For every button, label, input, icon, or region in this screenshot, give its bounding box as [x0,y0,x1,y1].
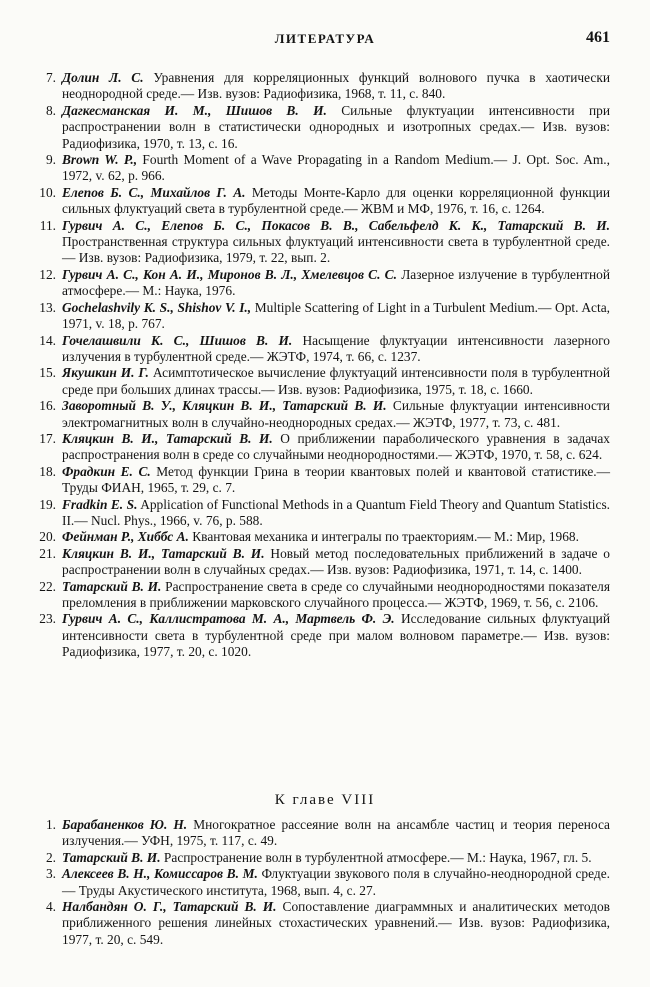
reference-item [28,529,610,545]
reference-authors: Кляцкин В. И., Татарский В. И. [62,545,265,561]
reference-authors: Fradkin E. S. [62,496,138,512]
reference-item [28,267,610,300]
reference-authors: Gochelashvily K. S., Shishov V. I., [62,299,252,315]
section-reference-list [28,817,610,948]
reference-number: 21. [39,545,56,561]
reference-authors: Елепов Б. С., Михайлов Г. А. [62,184,246,200]
reference-authors: Барабаненков Ю. Н. [62,817,188,832]
reference-item [28,300,610,333]
reference-item [28,464,610,497]
reference-authors: Фейнман Р., Хиббс А. [62,529,189,545]
reference-item [28,152,610,185]
reference-text: Исследование сильных флуктуаций интенсивности света в турбулентной среде при малом волновом параметре.— Изв. вузов: Радиофизика, 1977, т. 20, с. 1020. [62,611,610,660]
reference-authors: Гурвич А. С., Каллистратова М. А., Мартвель Ф. Э. [62,611,395,627]
reference-item [28,817,610,850]
page-number: 461 [586,29,610,46]
reference-item [28,185,610,218]
reference-authors: Налбандян О. Г., Татарский В. И. [62,899,277,915]
reference-item [28,398,610,431]
reference-authors: Brown W. P., [62,152,138,168]
reference-item [28,611,610,660]
reference-authors: Татарский В. И. [62,578,162,594]
reference-item [28,218,610,267]
reference-authors: Татарский В. И. [62,849,161,865]
reference-authors: Гочелашвили К. С., Шишов В. И. [62,332,293,348]
reference-authors: Якушкин И. Г. [62,365,149,381]
reference-text: Метод функции Грина в теории квантовых полей и квантовой статистике.— Труды ФИАН, 1965, т. 29, с. 7. [62,463,610,496]
reference-number: 12. [39,266,56,282]
reference-text: Новый метод последовательных приближений в задаче о распространении волн в случайных средах.— Изв. вузов: Радиофизика, 1971, т. 14, с. 1400. [62,545,610,578]
reference-authors: Фрадкин Е. С. [62,463,151,479]
reference-text: Уравнения для корреляционных функций волнового пучка в хаотически неоднородной среде.— Изв. вузов: Радиофизика, 1968, т. 11, с. 840. [62,70,610,102]
reference-item [28,899,610,948]
reference-number: 14. [39,332,56,348]
reference-authors: Гурвич А. С., Елепов Б. С., Покасов В. В., Сабельфелд К. К., Татарский В. И. [62,217,610,233]
reference-number: 11. [39,217,56,233]
reference-number: 20. [39,529,56,545]
reference-text: Распространение света в среде со случайными неоднородностями показателя преломления в приближении марковского случайного процесса.— ЖЭТФ, 1969, т. 56, с. 2106. [62,578,610,610]
reference-number: 9. [45,152,56,168]
reference-number: 3. [45,866,56,882]
reference-list [28,70,610,661]
reference-item [28,866,610,899]
reference-number: 4. [45,899,56,915]
reference-number: 10. [39,184,56,200]
reference-authors: Заворотный В. У., Кляцкин В. И., Татарский В. И. [62,398,387,414]
reference-authors: Кляцкин В. И., Татарский В. И. [62,430,273,446]
reference-text: Сильные флуктуации интенсивности электромагнитных волн в случайно-неоднородных средах.— ЖЭТФ, 1977, т. 73, с. 481. [62,398,610,430]
reference-text: Сильные флуктуации интенсивности при распространении волн в статистически однородных и изотропных средах.— Изв. вузов: Радиофизика, 1970, т. 13, с. 16. [62,102,610,151]
reference-text: Многократное рассеяние волн на ансамбле частиц и теория переноса излучения.— УФН, 1975, т. 117, с. 49. [62,817,611,849]
reference-item [28,579,610,612]
reference-number: 15. [39,365,56,381]
reference-text: Насыщение флуктуации интенсивности лазерного излучения в турбулентной среде.— ЖЭТФ, 1974, т. 66, с. 1237. [62,332,611,364]
reference-number: 23. [39,611,56,627]
reference-item [28,365,610,398]
reference-text: Fourth Moment of a Wave Propagating in a Random Medium.— J. Opt. Soc. Am., 1972, v. 62, p. 966. [62,152,610,184]
reference-text: О приближении параболического уравнения в задачах распространения волн в среде со случайными неоднородностями.— ЖЭТФ, 1970, т. 58, с. 624. [62,430,610,463]
reference-item [28,103,610,152]
reference-authors: Долин Л. С. [62,70,144,85]
reference-number: 7. [45,70,56,85]
reference-item [28,70,610,103]
reference-item [28,546,610,579]
reference-text: Методы Монте-Карло для оценки корреляционной функции сильных флуктуаций света в турбулентной среде.— ЖВМ и МФ, 1976, т. 16, с. 1264. [62,184,610,217]
reference-item [28,850,610,866]
reference-text: Сопоставление диаграммных и аналитических методов приближенного решения линейных стохастических уравнений.— Изв. вузов: Радиофизика, 1977, т. 20, с. 549. [62,899,611,947]
reference-authors: Гурвич А. С., Кон А. И., Миронов В. Л., Хмелевцов С. С. [62,266,397,282]
section-heading: К главе VIII [274,792,376,808]
reference-number: 1. [45,817,56,832]
reference-text: Асимптотическое вычисление флуктуаций интенсивности поля в турбулентной среде при больших длинах трассы.— Изв. вузов: Радиофизика, 1975, т. 18, с. 1660. [62,365,611,397]
reference-text: Multiple Scattering of Light in a Turbulent Medium.— Opt. Acta, 1971, v. 18, p. 767. [62,299,610,332]
reference-text: Флуктуации звукового поля в случайно-неоднородной среде.— Труды Акустического института, 1968, вып. 4, с. 27. [62,866,610,898]
running-title: ЛИТЕРАТУРА [274,31,376,46]
reference-number: 2. [45,849,56,865]
reference-authors: Алексеев В. Н., Комиссаров В. М. [62,866,258,882]
reference-item [28,333,610,366]
reference-item [28,431,610,464]
reference-number: 16. [39,398,56,414]
reference-number: 18. [39,463,56,479]
page-header [0,29,650,51]
reference-text: Пространственная структура сильных флуктуаций интенсивности света в турбулентной среде.— Изв. вузов: Радиофизика, 1979, т. 22, вып. 2. [62,234,610,266]
reference-text: Application of Functional Methods in a Quantum Field Theory and Quantum Statistics. II.— Nucl. Phys., 1966, v. 76, p. 588. [62,496,611,528]
reference-number: 19. [39,496,56,512]
reference-number: 17. [39,430,56,446]
reference-authors: Дагкесманская И. М., Шишов В. И. [62,102,327,118]
reference-number: 13. [39,299,56,315]
reference-text: Лазерное излучение в турбулентной атмосфере.— М.: Наука, 1976. [62,266,610,299]
reference-item [28,497,610,530]
reference-number: 22. [39,578,56,594]
reference-number: 8. [45,102,56,118]
reference-text: Распространение волн в турбулентной атмосфере.— М.: Наука, 1967, гл. 5. [163,849,592,865]
reference-text: Квантовая механика и интегралы по траекториям.— М.: Мир, 1968. [192,529,579,545]
